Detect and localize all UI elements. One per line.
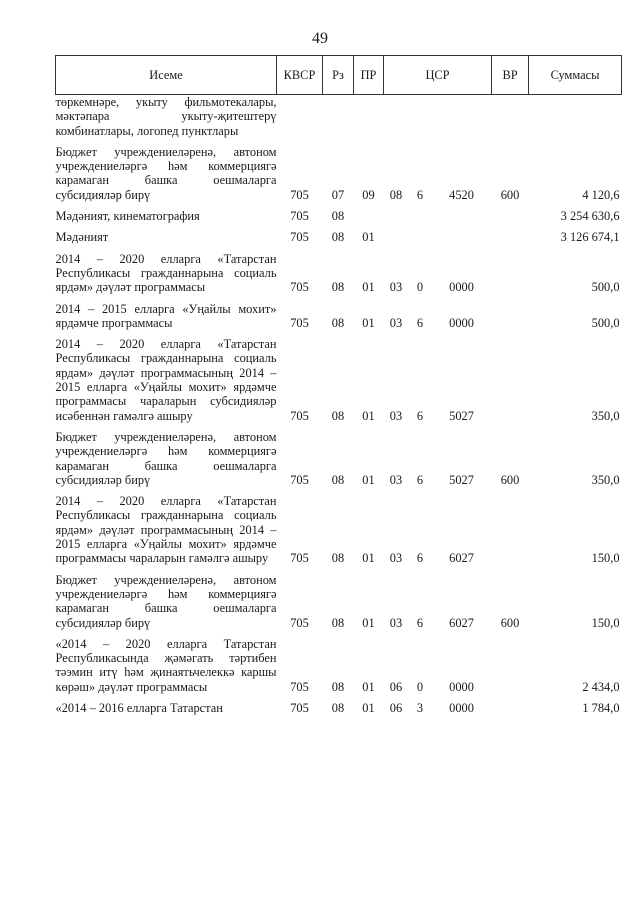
row-csr-part2: 6 [416, 615, 424, 630]
row-name: «2014 – 2020 елларга Татарстан Республикасында җәмәгать тәртибен тәэмин итү һәм җинаятьчелеккә каршы көрәш» дәүләт программасы [55, 636, 277, 694]
row-vr [492, 630, 529, 694]
page-number: 49 [312, 30, 328, 47]
row-name: 2014 – 2015 елларга «Уңайлы мохит» ярдәмче программасы [55, 301, 277, 330]
row-name: 2014 – 2020 елларга «Татарстан Республикасы гражданнарына социаль ярдәм» дәүләт программасының 2014 – 2015 елларга «Уңайлы мохит» ярдәмче программасы чараларын субсидияләр исәбеннән гамәлгә ашыру [55, 337, 277, 423]
table-row [56, 95, 622, 138]
row-sum: 1 784,0 [582, 700, 620, 715]
table-row [56, 566, 622, 630]
row-csr-part1: 03 [389, 280, 403, 295]
row-name: 2014 – 2020 елларга «Татарстан Республикасы гражданнарына социаль ярдәм» дәүләт программасының 2014 – 2015 елларга «Уңайлы мохит» ярдәмче программасы чараларын гамәлгә ашыру [55, 494, 277, 566]
row-sum: 350,0 [591, 408, 620, 423]
row-csr-part1: 03 [389, 408, 403, 423]
row-vr: 600 [500, 472, 520, 487]
row-csr-part3: 5027 [449, 408, 474, 423]
row-csr-part1: 03 [389, 551, 403, 566]
row-rz: 08 [331, 615, 345, 630]
row-rz: 08 [331, 280, 345, 295]
row-csr-part1: 08 [389, 187, 403, 202]
row-pr: 01 [362, 280, 375, 295]
row-csr-part1 [384, 95, 409, 138]
row-kvsr: 705 [290, 551, 309, 566]
col-header-rz: Рз [323, 56, 354, 95]
col-header-pr: ПР [354, 56, 384, 95]
row-pr: 01 [362, 472, 375, 487]
row-sum: 350,0 [591, 472, 620, 487]
row-csr-part1: 06 [389, 679, 403, 694]
row-vr: 600 [500, 615, 520, 630]
row-kvsr: 705 [290, 408, 309, 423]
row-rz: 08 [331, 209, 345, 224]
row-kvsr: 705 [290, 280, 309, 295]
row-sum [529, 95, 622, 138]
row-pr: 01 [362, 700, 375, 715]
row-sum: 150,0 [591, 615, 620, 630]
row-vr [492, 330, 529, 423]
row-csr-part1: 03 [389, 315, 403, 330]
row-kvsr: 705 [290, 187, 309, 202]
row-sum: 3 254 630,6 [560, 209, 620, 224]
row-name: төркемнәре, укыту фильмотекалары, мәктәпара укыту-җитештерү комбинатлары, логопед пунктлары [55, 95, 277, 138]
table-row [56, 245, 622, 295]
row-pr: 01 [362, 230, 375, 245]
row-kvsr: 705 [290, 679, 309, 694]
row-sum: 500,0 [591, 280, 620, 295]
row-pr: 01 [362, 679, 375, 694]
row-rz: 08 [331, 679, 345, 694]
col-header-csr: ЦСР [384, 56, 492, 95]
row-vr [492, 95, 529, 138]
row-name: Бюджет учреждениеләренә, автоном учреждениеләргә һәм коммерциягә карамаган башка оешмаларга субсидияләр бирү [55, 429, 277, 487]
table-row [56, 630, 622, 694]
row-csr-part2: 6 [416, 408, 424, 423]
row-sum: 3 126 674,1 [560, 230, 620, 245]
row-csr-part3 [432, 223, 492, 244]
row-csr-part2: 0 [416, 280, 424, 295]
row-kvsr: 705 [290, 230, 309, 245]
row-rz: 08 [331, 700, 345, 715]
row-rz: 08 [331, 551, 345, 566]
row-csr-part2: 6 [416, 551, 424, 566]
row-pr [354, 202, 384, 223]
table-row [56, 223, 622, 244]
col-header-vr: ВР [492, 56, 529, 95]
row-kvsr: 705 [290, 615, 309, 630]
row-name: 2014 – 2020 елларга «Татарстан Республикасы гражданнарына социаль ярдәм» дәүләт программасы [55, 251, 277, 295]
row-pr: 01 [362, 551, 375, 566]
row-csr-part1: 03 [389, 472, 403, 487]
row-name: Бюджет учреждениеләренә, автоном учреждениеләргә һәм коммерциягә карамаган башка оешмаларга субсидияләр бирү [55, 144, 277, 202]
row-vr [492, 245, 529, 295]
row-kvsr [277, 95, 323, 138]
row-csr-part2: 6 [416, 187, 424, 202]
row-csr-part3 [432, 95, 492, 138]
row-vr: 600 [500, 187, 520, 202]
budget-table [55, 55, 622, 715]
row-rz: 08 [331, 408, 345, 423]
col-header-kvsr: КВСР [277, 56, 323, 95]
row-csr-part3: 0000 [449, 679, 474, 694]
row-vr [492, 202, 529, 223]
row-name: Мәдәният [55, 230, 109, 245]
row-csr-part2 [409, 202, 432, 223]
row-rz: 08 [331, 230, 345, 245]
row-csr-part3: 0000 [449, 700, 474, 715]
row-csr-part1 [384, 202, 409, 223]
row-pr: 09 [362, 187, 375, 202]
row-rz: 08 [331, 472, 345, 487]
row-csr-part1 [384, 223, 409, 244]
row-name: Бюджет учреждениеләренә, автоном учреждениеләргә һәм коммерциягә карамаган башка оешмаларга субсидияләр бирү [55, 572, 277, 630]
row-kvsr: 705 [290, 472, 309, 487]
row-rz [323, 95, 354, 138]
row-kvsr: 705 [290, 209, 309, 224]
row-sum: 2 434,0 [582, 679, 620, 694]
col-header-name: Исеме [56, 56, 277, 95]
col-header-sum: Суммасы [529, 56, 622, 95]
row-csr-part3: 6027 [449, 551, 474, 566]
row-csr-part2: 0 [416, 679, 424, 694]
row-pr: 01 [362, 315, 375, 330]
table-row [56, 295, 622, 331]
row-csr-part2 [409, 223, 432, 244]
row-pr: 01 [362, 615, 375, 630]
row-sum: 150,0 [591, 551, 620, 566]
table-row [56, 694, 622, 715]
row-csr-part3 [432, 202, 492, 223]
row-vr [492, 223, 529, 244]
row-csr-part2 [409, 95, 432, 138]
row-csr-part1: 06 [389, 700, 403, 715]
row-sum: 4 120,6 [582, 187, 620, 202]
table-row [56, 487, 622, 565]
row-sum: 500,0 [591, 315, 620, 330]
row-csr-part1: 03 [389, 615, 403, 630]
row-pr [354, 95, 384, 138]
row-vr [492, 295, 529, 331]
table-row [56, 202, 622, 223]
row-pr: 01 [362, 408, 375, 423]
row-csr-part2: 6 [416, 315, 424, 330]
row-rz: 07 [331, 187, 345, 202]
row-kvsr: 705 [290, 700, 309, 715]
row-csr-part3: 4520 [449, 187, 474, 202]
header-row [56, 56, 622, 95]
row-rz: 08 [331, 315, 345, 330]
row-vr [492, 694, 529, 715]
row-csr-part2: 6 [416, 472, 424, 487]
table-row [56, 138, 622, 202]
row-csr-part3: 6027 [449, 615, 474, 630]
row-csr-part2: 3 [416, 700, 424, 715]
row-kvsr: 705 [290, 315, 309, 330]
table-row [56, 423, 622, 487]
row-csr-part3: 5027 [449, 472, 474, 487]
row-csr-part3: 0000 [449, 315, 474, 330]
row-name: Мәдәният, кинематография [55, 209, 200, 224]
table-row [56, 330, 622, 423]
row-vr [492, 487, 529, 565]
row-csr-part3: 0000 [449, 280, 474, 295]
row-name: «2014 – 2016 елларга Татарстан [55, 700, 223, 715]
